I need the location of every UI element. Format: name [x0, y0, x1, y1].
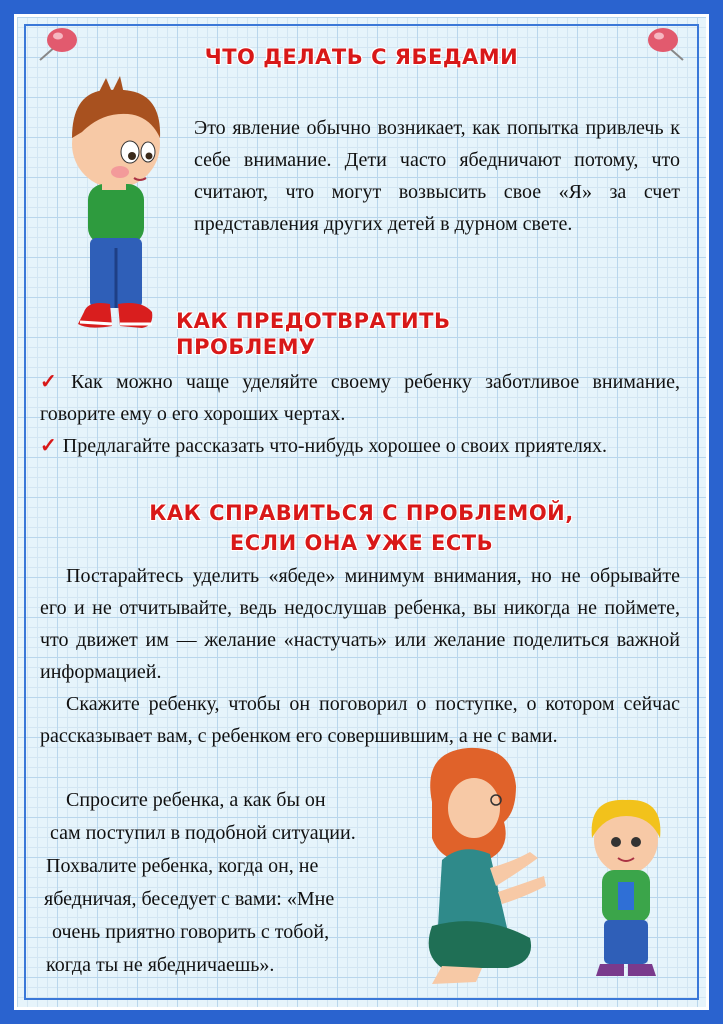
list-item [40, 430, 680, 462]
final-line: Спросите ребенка, а как бы он [66, 789, 326, 811]
checkmark-icon: ✓ [40, 435, 57, 457]
final-line: когда ты не ябедничаешь». [46, 954, 275, 976]
cope-paragraphs [40, 560, 680, 752]
list-item-text: Предлагайте рассказать что-нибудь хорошее о своих приятелях. [62, 435, 608, 457]
final-line: сам поступил в подобной ситуации. [50, 822, 356, 844]
cope-paragraph: Скажите ребенку, чтобы он поговорил о поступке, о котором сейчас рассказывает вам, с ребенком его совершившим, а не с вами. [40, 693, 680, 747]
section-title-prevent: КАК ПРЕДОТВРАТИТЬ ПРОБЛЕМУ [176, 309, 451, 359]
section-title-cope-line1: КАК СПРАВИТЬСЯ С ПРОБЛЕМОЙ, [149, 501, 574, 525]
intro-paragraph: Это явление обычно возникает, как попытка привлечь к себе внимание. Дети часто ябедничают потому, что считают, что могут возвысить свое «Я» за счет представления других детей в дурном свете. [194, 117, 680, 235]
final-paragraph [40, 784, 400, 982]
boy-illustration [58, 72, 168, 336]
checkmark-icon: ✓ [40, 371, 66, 393]
final-line: ябедничая, беседует с вами: «Мне [44, 888, 335, 910]
final-line: очень приятно говорить с тобой, [52, 921, 330, 943]
section-title-cope-line2: ЕСЛИ ОНА УЖЕ ЕСТЬ [229, 531, 494, 555]
cope-paragraph: Постарайтесь уделить «ябеде» минимум внимания, но не обрывайте его и не отчитывайте, ведь недослушав ребенка, вы никогда не поймете, что движет им — желание «настучать» или желание поделиться важной информацией. [40, 565, 680, 683]
prevent-list [40, 366, 680, 462]
mother-and-child-illustration [412, 742, 702, 1000]
list-item [40, 366, 680, 430]
list-item-text: Как можно чаще уделяйте своему ребенку заботливое внимание, говорите ему о его хороших чертах. [40, 371, 680, 425]
final-line: Похвалите ребенка, когда он, не [46, 855, 319, 877]
page-title: ЧТО ДЕЛАТЬ С ЯБЕДАМИ [204, 45, 519, 69]
